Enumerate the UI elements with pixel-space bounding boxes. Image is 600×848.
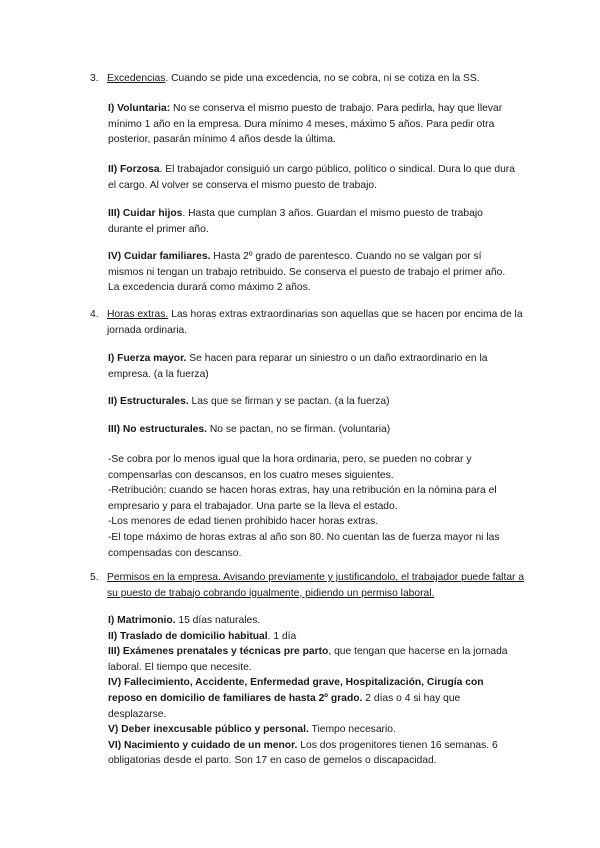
excedencia-voluntaria: [108, 101, 518, 148]
item-text: Los dos progenitores tienen 16 semanas. 6 obligatorias desde el parto. Son 17 en caso de gemelos o discapacidad.: [108, 739, 498, 767]
item-text: No se pactan, no se firman. (voluntaria): [207, 424, 391, 435]
item-text: . 1 día: [267, 630, 297, 642]
item-text: No se conserva el mismo puesto de trabajo. Para pedirla, hay que llevar mínimo 1 año en la empresa. Dura mínimo 4 meses, máximo 5 años. Para pedir otra posterior, pasarán mínimo 4 años desde la última.: [108, 103, 503, 146]
permiso-item: [108, 629, 518, 645]
section-title: Horas extras.: [107, 309, 169, 320]
item-label: II) Traslado de domicilio habitual: [108, 630, 268, 642]
item-text: Las que se firman y se pactan. (a la fuerza): [188, 396, 390, 407]
item-text: , que tengan que hacerse en la jornada laboral. El tiempo que necesite.: [108, 646, 508, 673]
item-text: 15 días naturales.: [175, 615, 261, 626]
permiso-item: [108, 738, 518, 769]
item-text: Tiempo necesario.: [308, 724, 396, 736]
section-intro: Las horas extras extraordinarias son aquellas que se hacen por encima de la jornada ordinaria.: [107, 309, 523, 336]
horas-notes: [108, 452, 518, 561]
permiso-item: [108, 675, 518, 722]
excedencia-forzosa: [108, 162, 518, 193]
item-label: I) Matrimonio.: [108, 615, 176, 626]
item-label: II) Forzosa: [108, 164, 160, 175]
note-line: -Se cobra por lo menos igual que la hora ordinaria, pero, se pueden no cobrar y compensarlas con descansos, en los cuatro meses siguientes.: [108, 454, 472, 481]
permiso-item: [108, 613, 518, 629]
item-text: . El trabajador consiguió un cargo público, político o sindical. Dura lo que dura el cargo. Al volver se conserva el mismo puesto de trabajo.: [108, 164, 515, 191]
item-label: V) Deber inexcusable público y personal.: [108, 724, 309, 736]
item-label: III) Cuidar hijos: [108, 208, 183, 219]
section-title: Excedencias: [107, 73, 166, 84]
item-label: IV) Fallecimiento, Accidente, Enfermedad grave, Hospitalización, Cirugía con reposo en domicilio de familiares de hasta 2º grado.: [108, 677, 484, 704]
item-text: 2 días o 4 si hay que desplazarse.: [108, 692, 461, 720]
permiso-item: [108, 644, 518, 675]
section-number: 4.: [90, 309, 99, 320]
note-line: -Retribución: cuando se hacen horas extras, hay una retribución en la nómina para el empresario y para el trabajador. Una parte se la lleva el estado.: [108, 485, 497, 512]
item-label: IV) Cuidar familiares.: [108, 251, 211, 262]
excedencia-cuidar-hijos: [108, 206, 518, 237]
section-intro: . Cuando se pide una excedencia, no se cobra, ni se cotiza en la SS.: [165, 73, 480, 84]
item-text: Hasta 2º grado de parentesco. Cuando no se valgan por sí mismos ni tengan un trabajo retribuido. Se conserva el puesto de trabajo el primer año. La excedencia durará como máximo 2 años.: [108, 251, 506, 294]
section-title: Permisos en la empresa. Avisando previamente y justificandolo, el trabajador puede faltar a su puesto de trabajo cobrando igualmente, pidiendo un permiso laboral.: [107, 572, 525, 599]
note-line: -El tope máximo de horas extras al año son 80. No cuentan las de fuerza mayor ni las compensadas con descanso.: [108, 531, 500, 559]
horas-estructurales: [108, 394, 518, 410]
item-label: VI) Nacimiento y cuidado de un menor.: [108, 739, 298, 751]
excedencia-cuidar-familiares: [108, 249, 518, 296]
item-label: II) Estructurales.: [108, 396, 189, 407]
permisos-list: [108, 613, 518, 769]
item-label: III) No estructurales.: [108, 424, 207, 435]
section-number: 3.: [90, 73, 99, 84]
horas-no-estructurales: [108, 422, 518, 438]
item-text: . Hasta que cumplan 3 años. Guardan el mismo puesto de trabajo durante el primer año.: [108, 208, 483, 235]
horas-fuerza-mayor: [108, 351, 518, 382]
item-label: III) Exámenes prenatales y técnicas pre parto: [108, 646, 329, 658]
note-line: -Los menores de edad tienen prohibido hacer horas extras.: [108, 516, 379, 528]
permiso-item: [108, 722, 518, 738]
section-number: 5.: [90, 572, 99, 583]
item-label: I) Fuerza mayor.: [108, 353, 187, 364]
item-text: Se hacen para reparar un siniestro o un daño extraordinario en la empresa. (a la fuerza): [108, 353, 488, 380]
item-label: I) Voluntaria:: [108, 103, 171, 114]
